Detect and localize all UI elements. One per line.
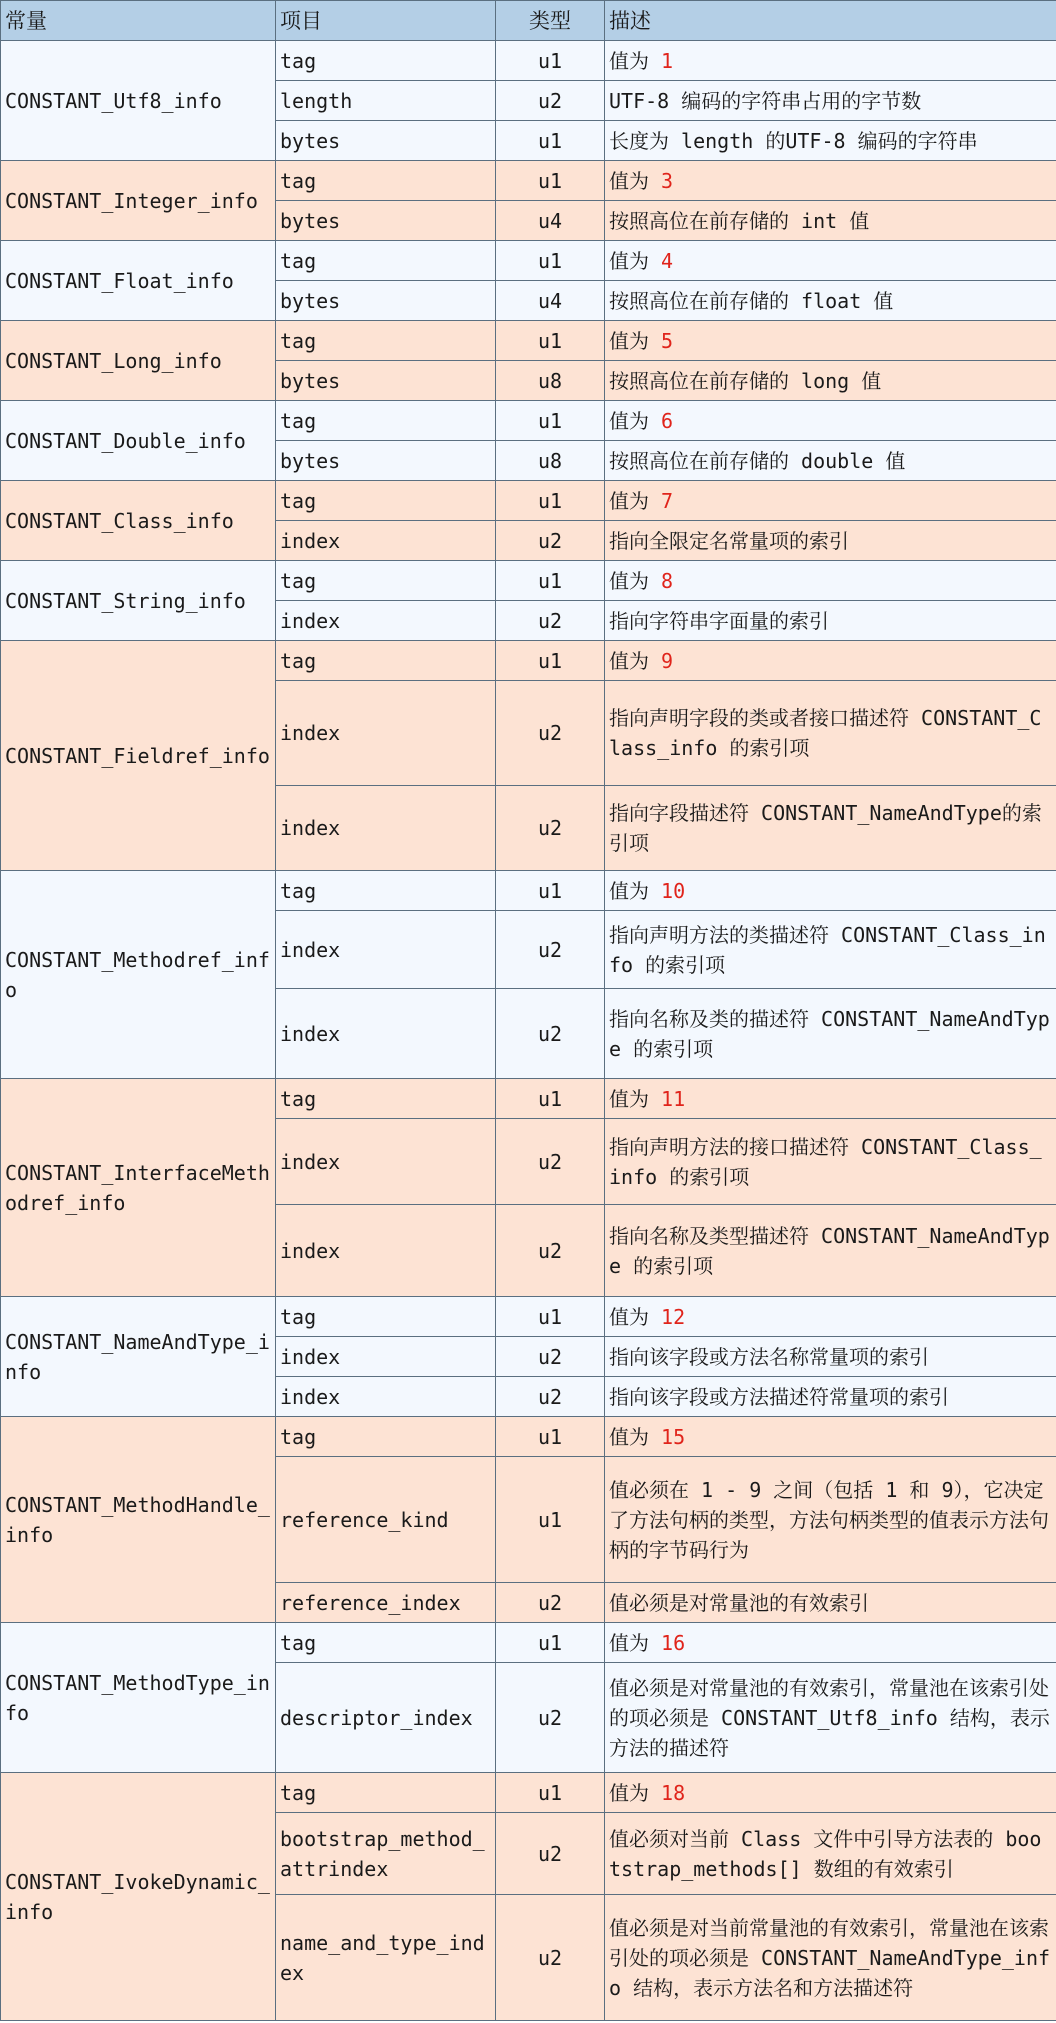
constant-name-cell: CONSTANT_String_info — [1, 561, 276, 641]
description-cell — [605, 161, 1056, 201]
description-text: 值为 — [609, 328, 662, 353]
description-text: 指向字段描述符 CONSTANT_NameAndType的索引项 — [609, 801, 1042, 855]
item-cell: index — [276, 681, 496, 786]
description-cell — [605, 401, 1056, 441]
description-cell — [605, 1337, 1056, 1377]
item-cell: index — [276, 1337, 496, 1377]
description-cell — [605, 1377, 1056, 1417]
description-text: 值必须是对常量池的有效索引 — [609, 1590, 869, 1615]
constant-name-cell: CONSTANT_NameAndType_info — [1, 1297, 276, 1417]
type-cell: u2 — [496, 989, 605, 1079]
description-text: 指向名称及类型描述符 CONSTANT_NameAndType 的索引项 — [609, 1223, 1050, 1278]
item-cell: bytes — [276, 201, 496, 241]
table-body — [1, 41, 1056, 2021]
description-cell — [605, 1119, 1056, 1205]
table-row — [1, 1297, 1056, 1337]
description-text: 值为 — [609, 1086, 662, 1111]
type-cell: u2 — [496, 1205, 605, 1297]
description-text: 值为 — [609, 568, 662, 593]
tag-value: 12 — [661, 1304, 686, 1329]
description-text: 值必须在 1 - 9 之间（包括 1 和 9），它决定了方法句柄的类型，方法句柄类型的值表示方法句柄的字节码行为 — [609, 1477, 1049, 1562]
type-cell: u2 — [496, 1119, 605, 1205]
description-text: 值为 — [609, 408, 662, 433]
type-cell: u1 — [496, 241, 605, 281]
header-description: 描述 — [605, 1, 1056, 41]
type-cell: u4 — [496, 281, 605, 321]
tag-value: 7 — [661, 488, 674, 513]
header-item: 项目 — [276, 1, 496, 41]
item-cell: tag — [276, 401, 496, 441]
description-text: 值为 — [609, 1780, 662, 1805]
item-cell: index — [276, 1377, 496, 1417]
tag-value: 18 — [661, 1780, 686, 1805]
description-cell — [605, 481, 1056, 521]
description-cell — [605, 561, 1056, 601]
table-row — [1, 401, 1056, 441]
description-cell — [605, 601, 1056, 641]
item-cell: tag — [276, 321, 496, 361]
tag-value: 5 — [661, 328, 674, 353]
type-cell: u2 — [496, 601, 605, 641]
tag-value: 8 — [661, 568, 674, 593]
table-row — [1, 161, 1056, 201]
constant-name-cell: CONSTANT_Float_info — [1, 241, 276, 321]
constant-name-cell: CONSTANT_MethodHandle_info — [1, 1417, 276, 1623]
type-cell: u2 — [496, 81, 605, 121]
item-cell: index — [276, 911, 496, 989]
description-text: 指向该字段或方法描述符常量项的索引 — [609, 1384, 949, 1409]
description-text: 指向声明方法的类描述符 CONSTANT_Class_info 的索引项 — [609, 922, 1046, 977]
table-row — [1, 871, 1056, 911]
description-cell — [605, 641, 1056, 681]
description-cell — [605, 989, 1056, 1079]
item-cell: index — [276, 989, 496, 1079]
item-cell: index — [276, 601, 496, 641]
constant-name-cell: CONSTANT_Class_info — [1, 481, 276, 561]
description-cell — [605, 786, 1056, 871]
constant-name-cell: CONSTANT_Double_info — [1, 401, 276, 481]
header-type: 类型 — [496, 1, 605, 41]
constant-name-cell: CONSTANT_Utf8_info — [1, 41, 276, 161]
type-cell: u8 — [496, 441, 605, 481]
item-cell: index — [276, 1119, 496, 1205]
type-cell: u1 — [496, 481, 605, 521]
type-cell: u2 — [496, 1813, 605, 1895]
type-cell: u1 — [496, 1623, 605, 1663]
table-row — [1, 1623, 1056, 1663]
item-cell: reference_kind — [276, 1457, 496, 1583]
item-cell: length — [276, 81, 496, 121]
item-cell: tag — [276, 1079, 496, 1119]
table-row — [1, 641, 1056, 681]
type-cell: u1 — [496, 121, 605, 161]
tag-value: 11 — [661, 1086, 686, 1111]
table-row — [1, 241, 1056, 281]
item-cell: tag — [276, 1297, 496, 1337]
item-cell: tag — [276, 241, 496, 281]
constant-name-cell: CONSTANT_Fieldref_info — [1, 641, 276, 871]
description-cell — [605, 521, 1056, 561]
description-cell — [605, 321, 1056, 361]
tag-value: 6 — [661, 408, 674, 433]
type-cell: u1 — [496, 871, 605, 911]
tag-value: 4 — [661, 248, 674, 273]
type-cell: u1 — [496, 1773, 605, 1813]
description-cell — [605, 1663, 1056, 1773]
type-cell: u2 — [496, 521, 605, 561]
type-cell: u1 — [496, 561, 605, 601]
description-cell — [605, 201, 1056, 241]
description-cell — [605, 871, 1056, 911]
item-cell: index — [276, 521, 496, 561]
table-row — [1, 1773, 1056, 1813]
description-cell — [605, 1623, 1056, 1663]
tag-value: 9 — [661, 648, 674, 673]
description-text: 值为 — [609, 648, 662, 673]
description-text: 按照高位在前存储的 float 值 — [609, 288, 894, 313]
description-cell — [605, 1205, 1056, 1297]
item-cell: tag — [276, 1417, 496, 1457]
type-cell: u8 — [496, 361, 605, 401]
description-text: 按照高位在前存储的 double 值 — [609, 448, 906, 473]
description-cell — [605, 1457, 1056, 1583]
table-row — [1, 1417, 1056, 1457]
description-text: 值为 — [609, 488, 662, 513]
description-cell — [605, 441, 1056, 481]
item-cell: tag — [276, 1773, 496, 1813]
description-cell — [605, 1895, 1056, 2021]
constant-name-cell: CONSTANT_IvokeDynamic_info — [1, 1773, 276, 2021]
description-cell — [605, 241, 1056, 281]
tag-value: 3 — [661, 168, 674, 193]
item-cell: tag — [276, 1623, 496, 1663]
description-cell — [605, 361, 1056, 401]
description-text: 按照高位在前存储的 long 值 — [609, 368, 882, 393]
description-text: 指向声明字段的类或者接口描述符 CONSTANT_Class_info 的索引项 — [609, 706, 1042, 760]
description-cell — [605, 81, 1056, 121]
description-cell — [605, 281, 1056, 321]
constant-name-cell: CONSTANT_MethodType_info — [1, 1623, 276, 1773]
description-text: 值为 — [609, 878, 662, 903]
tag-value: 16 — [661, 1630, 686, 1655]
description-cell — [605, 121, 1056, 161]
type-cell: u1 — [496, 1079, 605, 1119]
description-text: 值为 — [609, 1304, 662, 1329]
type-cell: u2 — [496, 1377, 605, 1417]
description-text: 值为 — [609, 48, 662, 73]
description-cell — [605, 681, 1056, 786]
description-cell — [605, 1417, 1056, 1457]
type-cell: u1 — [496, 641, 605, 681]
item-cell: bytes — [276, 441, 496, 481]
description-cell — [605, 41, 1056, 81]
item-cell: descriptor_index — [276, 1663, 496, 1773]
type-cell: u1 — [496, 41, 605, 81]
description-text: 按照高位在前存储的 int 值 — [609, 208, 870, 233]
description-cell — [605, 1583, 1056, 1623]
description-text: 值为 — [609, 1424, 662, 1449]
type-cell: u1 — [496, 161, 605, 201]
tag-value: 1 — [661, 48, 674, 73]
type-cell: u1 — [496, 401, 605, 441]
constant-name-cell: CONSTANT_Methodref_info — [1, 871, 276, 1079]
type-cell: u2 — [496, 911, 605, 989]
item-cell: tag — [276, 41, 496, 81]
description-cell — [605, 1079, 1056, 1119]
description-cell — [605, 1297, 1056, 1337]
description-text: 值必须对当前 Class 文件中引导方法表的 bootstrap_methods[] 数组的有效索引 — [609, 1826, 1042, 1881]
description-cell — [605, 911, 1056, 989]
header-row — [1, 1, 1056, 41]
description-text: 值为 — [609, 168, 662, 193]
description-text: 值为 — [609, 1630, 662, 1655]
item-cell: bytes — [276, 121, 496, 161]
type-cell: u2 — [496, 1583, 605, 1623]
description-text: 指向声明方法的接口描述符 CONSTANT_Class_info 的索引项 — [609, 1134, 1042, 1189]
description-text: 指向全限定名常量项的索引 — [609, 528, 849, 553]
type-cell: u1 — [496, 1457, 605, 1583]
tag-value: 15 — [661, 1424, 686, 1449]
constant-name-cell: CONSTANT_InterfaceMethodref_info — [1, 1079, 276, 1297]
type-cell: u1 — [496, 321, 605, 361]
description-cell — [605, 1773, 1056, 1813]
description-text: UTF-8 编码的字符串占用的字节数 — [609, 88, 922, 113]
description-text: 值为 — [609, 248, 662, 273]
type-cell: u1 — [496, 1417, 605, 1457]
item-cell: bytes — [276, 361, 496, 401]
table-row — [1, 481, 1056, 521]
item-cell: tag — [276, 871, 496, 911]
description-text: 长度为 length 的UTF-8 编码的字符串 — [609, 128, 978, 153]
description-cell — [605, 1813, 1056, 1895]
item-cell: reference_index — [276, 1583, 496, 1623]
description-text: 值必须是对常量池的有效索引，常量池在该索引处的项必须是 CONSTANT_Utf8_info 结构，表示方法的描述符 — [609, 1675, 1050, 1760]
constant-name-cell: CONSTANT_Integer_info — [1, 161, 276, 241]
description-text: 指向字符串字面量的索引 — [609, 608, 829, 633]
item-cell: index — [276, 786, 496, 871]
item-cell: tag — [276, 161, 496, 201]
item-cell: tag — [276, 561, 496, 601]
description-text: 指向名称及类的描述符 CONSTANT_NameAndType 的索引项 — [609, 1006, 1050, 1061]
type-cell: u2 — [496, 1663, 605, 1773]
item-cell: bootstrap_method_attrindex — [276, 1813, 496, 1895]
type-cell: u2 — [496, 681, 605, 786]
item-cell: name_and_type_index — [276, 1895, 496, 2021]
tag-value: 10 — [661, 878, 686, 903]
item-cell: tag — [276, 641, 496, 681]
type-cell: u2 — [496, 1895, 605, 2021]
table-row — [1, 41, 1056, 81]
item-cell: bytes — [276, 281, 496, 321]
table-row — [1, 561, 1056, 601]
type-cell: u4 — [496, 201, 605, 241]
type-cell: u1 — [496, 1297, 605, 1337]
type-cell: u2 — [496, 786, 605, 871]
description-text: 指向该字段或方法名称常量项的索引 — [609, 1344, 929, 1369]
item-cell: tag — [276, 481, 496, 521]
table-row — [1, 1079, 1056, 1119]
constant-name-cell: CONSTANT_Long_info — [1, 321, 276, 401]
table-row — [1, 321, 1056, 361]
description-text: 值必须是对当前常量池的有效索引，常量池在该索引处的项必须是 CONSTANT_NameAndType_info 结构，表示方法名和方法描述符 — [609, 1915, 1051, 2000]
header-constant: 常量 — [1, 1, 276, 41]
type-cell: u2 — [496, 1337, 605, 1377]
item-cell: index — [276, 1205, 496, 1297]
